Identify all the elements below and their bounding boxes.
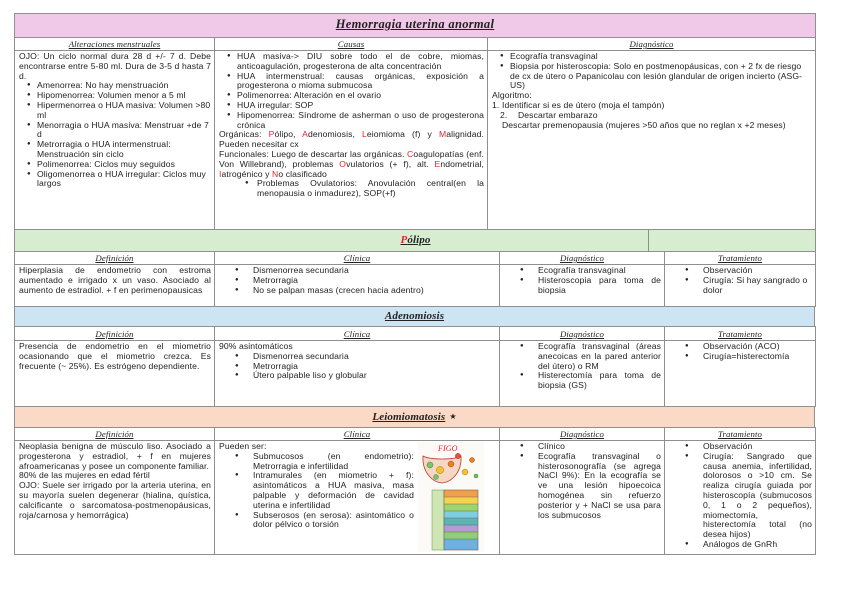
list-item: ● Histerectomía para toma de biopsia (GS) [504, 371, 661, 391]
page-title: Hemorragia uterina anormal [335, 17, 495, 32]
figo-label: FIGO [438, 444, 458, 453]
highlight-letter: E [434, 158, 441, 169]
leiomiomatosis-definicion-cell [15, 441, 215, 555]
list-item: ● Clínico [504, 442, 661, 452]
text-segment: alignidad. Pueden necesitar cx [219, 129, 484, 150]
header-tratamiento [665, 428, 816, 441]
list-item: ● No se palpan masas (crecen hacia adentro) [219, 286, 496, 296]
leiomiomatosis-clinica-intro: Pueden ser: [219, 441, 267, 451]
header-diagnostico [500, 252, 665, 265]
list-item: ● Oligomenorrea o HUA irregular: Ciclos muy largos [19, 170, 211, 190]
highlight-letter: N [272, 168, 279, 179]
leiomiomatosis-title-table [14, 406, 815, 428]
leiomiomatosis-definicion: 80% de las mujeres en edad fértil [19, 470, 150, 481]
polipo-tratamiento-cell [665, 265, 816, 307]
list-item: ● Dismenorrea secundaria [219, 266, 496, 276]
text-segment: Funcionales: Luego de descartar las orgánicas. [219, 148, 408, 159]
text-segment: oagulopatías (enf. Von Willebrand), problemas [219, 148, 484, 169]
polipo-clinica-cell [215, 265, 500, 307]
page-title-cell [15, 14, 816, 38]
text-segment: vulatorios (+ f), alt. [346, 158, 435, 169]
fibroid-mark [455, 453, 460, 458]
leiomiomatosis-title-row [15, 407, 815, 428]
list-item: ● Ecografía transvaginal (áreas anecoicas en la pared anterior del útero) o RM [504, 342, 661, 371]
highlight-letter: M [438, 129, 447, 140]
step-number: 2. [500, 109, 508, 120]
adenomiosis-tratamiento-list [669, 342, 812, 362]
list-item: ● Amenorrea: No hay menstruación [19, 81, 211, 91]
adenomiosis-table [14, 326, 816, 407]
figo-classification-drawing [418, 442, 484, 552]
leiomiomatosis-definicion: OJO: Suele ser irrigado por la arteria uterina, en su mayoría suelen degenerar (hialina, quística, calcificante o sarcomatosa-postmenopáusicas, roja/carnosa y hemorrágica) [19, 480, 211, 520]
list-item: ● Cirugía: Si hay sangrado o dolor [669, 276, 812, 296]
adenomiosis-tratamiento-cell [665, 341, 816, 407]
causas-funcionales [219, 150, 484, 179]
leiomiomatosis-clinica-list [219, 452, 414, 530]
strip-cell [444, 539, 478, 550]
header-causas [215, 38, 488, 51]
list-item: ● HUA masiva-> DIU sobre todo el de cobre, miomas, anticoagulación, progesterona de alta concentración [219, 52, 484, 72]
list-item: ● Metrorragia [219, 276, 496, 286]
algoritmo-label: Algoritmo: [492, 90, 532, 101]
header-causas-label: Causas [337, 39, 365, 49]
polipo-title: Pólipo [400, 233, 431, 246]
text-segment: eiomioma (f) y [366, 129, 439, 140]
text-segment: o clasificado [278, 168, 327, 179]
text-segment: ndometrial, [440, 158, 484, 169]
fibroid-mark [434, 475, 439, 480]
header-clinica [215, 428, 500, 441]
fibroid-mark [448, 461, 454, 467]
causas-list [219, 52, 484, 130]
highlight-letter: I [219, 168, 222, 179]
fibroid-mark [427, 462, 433, 468]
list-item: ● Cirugía=histerectomía [669, 352, 812, 362]
header-diagnostico [500, 327, 665, 341]
title-row [15, 14, 816, 38]
header-diagnostico-label: Diagnóstico [629, 39, 674, 49]
text-segment: atrogénico y [221, 168, 273, 179]
adenomiosis-title-cell [15, 307, 815, 327]
header-tratamiento-label: Tratamiento [717, 253, 763, 263]
list-item: ● Observación [669, 266, 812, 276]
adenomiosis-title: Adenomiosis [384, 309, 445, 322]
polipo-definicion: Hiperplasia de endometrio con estroma aumentado e irrigado x un vaso. Asociado al aumento de estradiol. + f en perimenopausicas [19, 265, 211, 295]
causas-sublist [219, 179, 484, 199]
strip-cell [444, 518, 478, 525]
list-item: ● Análogos de GnRh [669, 540, 812, 550]
header-definicion [15, 428, 215, 441]
polipo-tratamiento-list [669, 266, 812, 295]
strip-cell [444, 504, 478, 511]
header-definicion [15, 252, 215, 265]
overview-table [14, 13, 816, 230]
list-item: ● Ecografía transvaginal o histerosonografía (se agrega NaCl 9%): En la ecografía se ve una lesión hipoecoica homogénea sin refuerzo posterior y + NaCl se usa para los submucosos [504, 452, 661, 521]
header-definicion-label: Definición [95, 429, 134, 439]
figo-classification-strip [432, 490, 478, 550]
leiomiomatosis-content-row [15, 441, 816, 555]
strip-cell [444, 532, 478, 539]
overview-header-row [15, 38, 816, 51]
alteraciones-cell [15, 51, 215, 230]
notes-sheet [14, 13, 815, 555]
highlight-letter: C [407, 148, 414, 159]
leiomiomatosis-clinica-layout [219, 442, 496, 552]
highlight-letter: P [268, 129, 275, 140]
header-tratamiento-label: Tratamiento [717, 429, 763, 439]
adenomiosis-clinica-intro: 90% asintomáticos [219, 341, 293, 351]
leiomiomatosis-tratamiento-list [669, 442, 812, 550]
leiomiomatosis-diagnostico-list [504, 442, 661, 520]
fibroid-mark [470, 458, 475, 463]
polipo-header-row [15, 252, 816, 265]
list-item: ● Hipomenorrea: Volumen menor a 5 ml [19, 91, 211, 101]
text-segment: Orgánicas: [219, 129, 269, 140]
adenomiosis-header-row [15, 327, 816, 341]
header-clinica [215, 252, 500, 265]
leiomiomatosis-tratamiento-cell [665, 441, 816, 555]
leiomiomatosis-title: Leiomiomatosis [372, 410, 446, 423]
adenomiosis-title-row [15, 307, 815, 327]
list-item: ● HUA intermenstrual: causas orgánicas, exposición a progesterona o mioma submucosa [219, 72, 484, 92]
highlight-letter: L [362, 129, 367, 140]
strip-left-column [432, 490, 444, 550]
polipo-content-row [15, 265, 816, 307]
highlight-letter: O [339, 158, 347, 169]
strip-cell [444, 511, 478, 518]
header-alteraciones [15, 38, 215, 51]
text-segment: ólipo, [274, 129, 303, 140]
leiomiomatosis-definicion: Neoplasia benigna de músculo liso. Asociado a progesterona y estradiol, + f en mujeres afroamericanas y posee un componente familiar. [19, 441, 211, 471]
strip-cell [444, 497, 478, 504]
polipo-title-table [14, 229, 816, 252]
leiomiomatosis-clinica-cell [215, 441, 500, 555]
fibroid-mark [462, 469, 468, 475]
list-item: ● Polimenorrea: Ciclos muy seguidos [19, 160, 211, 170]
leiomiomatosis-clinica-text [219, 442, 414, 552]
header-diagnostico [500, 428, 665, 441]
polipo-diagnostico-cell [500, 265, 665, 307]
header-definicion-label: Definición [95, 328, 134, 339]
strip-cell [444, 525, 478, 532]
header-definicion-label: Definición [95, 253, 134, 263]
list-item: ● Hipermenorrea o HUA masiva: Volumen >80 ml [19, 101, 211, 121]
polipo-definicion-cell [15, 265, 215, 307]
leiomiomatosis-diagnostico-cell [500, 441, 665, 555]
causas-organicas [219, 130, 484, 150]
list-item: ● Observación [669, 442, 812, 452]
header-diagnostico [488, 38, 816, 51]
fibroid-mark [436, 466, 443, 473]
leiomiomatosis-header-row [15, 428, 816, 441]
list-item: ● HUA irregular: SOP [219, 101, 484, 111]
adenomiosis-title-table [14, 306, 815, 327]
list-item: ● Ecografía transvaginal [492, 52, 812, 62]
highlight-letter: A [302, 129, 309, 140]
list-item: ● Subserosos (en serosa): asintomático o dolor pélvico o torsión [219, 511, 414, 531]
list-item: ● Polimenorrea: Alteración en el ovario [219, 91, 484, 101]
text-segment: denomiosis, [308, 129, 363, 140]
alteraciones-list [19, 81, 211, 189]
list-item: ● Intramurales (en miometrio + f): asintomáticos a HUA masiva, masa palpable y deformación de cavidad uterina e infertilidad [219, 471, 414, 510]
polipo-diagnostico-list [504, 266, 661, 295]
fibroid-mark [474, 474, 478, 478]
polipo-table [14, 251, 816, 307]
list-item: ● Dismenorrea secundaria [219, 352, 496, 362]
adenomiosis-definicion-cell [15, 341, 215, 407]
adenomiosis-content-row [15, 341, 816, 407]
adenomiosis-diagnostico-cell [500, 341, 665, 407]
adenomiosis-diagnostico-list [504, 342, 661, 391]
list-item: ● Cirugía: Sangrado que causa anemia, infertilidad, dolorosos o >10 cm. Se realiza cirugía guiada por histeroscopía (submucosos 0, 1 o 2 pequeños), miomectomía, histerectomía total (no desea hijos) [669, 452, 812, 540]
diagnostico-cell [488, 51, 816, 230]
adenomiosis-definicion: Presencia de endometrio en el miometrio ocasionando que el miometrio crezca. Es frecuente (~ 25%). Es estrógeno dependiente. [19, 341, 211, 371]
polipo-title-cell [15, 230, 649, 252]
header-diagnostico-label: Diagnóstico [559, 328, 605, 339]
alteraciones-note: OJO: Un ciclo normal dura 28 d +/- 7 d. Debe encontrarse entre 5-80 ml. Dura de 3-5 d hasta 7 d. [19, 51, 211, 81]
list-item: ● Útero palpable liso y globular [219, 371, 496, 381]
header-clinica [215, 327, 500, 341]
header-definicion [15, 327, 215, 341]
header-alteraciones-label: Alteraciones menstruales [68, 39, 161, 49]
list-item: ● Metrorragia o HUA intermenstrual: Menstruación sin ciclo [19, 140, 211, 160]
list-item: ● Hipomenorrea: Síndrome de asherman o uso de progesterona crónica [219, 111, 484, 131]
causas-cell [215, 51, 488, 230]
star-icon [449, 412, 456, 422]
header-tratamiento-label: Tratamiento [717, 328, 763, 339]
list-item: ● Histeroscopia para toma de biopsia [504, 276, 661, 296]
polipo-title-empty-cell [649, 230, 816, 252]
diagnostico-list [492, 52, 812, 91]
adenomiosis-clinica-list [219, 352, 496, 381]
adenomiosis-clinica-cell [215, 341, 500, 407]
leiomiomatosis-table [14, 427, 816, 555]
list-item: ● Submucosos (en endometrio): Metrorragia e infertilidad [219, 452, 414, 472]
header-tratamiento [665, 252, 816, 265]
header-diagnostico-label: Diagnóstico [559, 429, 605, 439]
step-text: Descartar embarazo [518, 109, 598, 120]
list-item: ● Problemas Ovulatorios: Anovulación central(en la menopausia o inmadurez), SOP(+f) [219, 179, 484, 199]
header-clinica-label: Clínica [343, 429, 371, 439]
list-item: ● Ecografía transvaginal [504, 266, 661, 276]
step-text: Identificar si es de útero (moja el tampón) [502, 99, 665, 110]
leiomiomatosis-title-cell [15, 407, 815, 428]
overview-content-row [15, 51, 816, 230]
polipo-title-row [15, 230, 816, 252]
list-item: ● Biopsia por histeroscopia: Solo en postmenopáusicas, con + 2 fx de riesgo de cx de útero o Papanicolau con lesión glandular de origen incierto (ASG-US) [492, 62, 812, 91]
header-tratamiento [665, 327, 816, 341]
list-item: ● Metrorragia [219, 362, 496, 372]
list-item: ● Observación (ACO) [669, 342, 812, 352]
step-number: 1. [492, 99, 500, 110]
algoritmo-extra: Descartar premenopausia (mujeres >50 años que no reglan x +2 meses) [502, 119, 786, 130]
header-diagnostico-label: Diagnóstico [559, 253, 605, 263]
strip-cell [444, 490, 478, 497]
polipo-clinica-list [219, 266, 496, 295]
header-clinica-label: Clínica [343, 253, 371, 263]
header-clinica-label: Clínica [343, 328, 371, 339]
list-item: ● Menorragia o HUA masiva: Menstruar +de 7 d [19, 121, 211, 141]
